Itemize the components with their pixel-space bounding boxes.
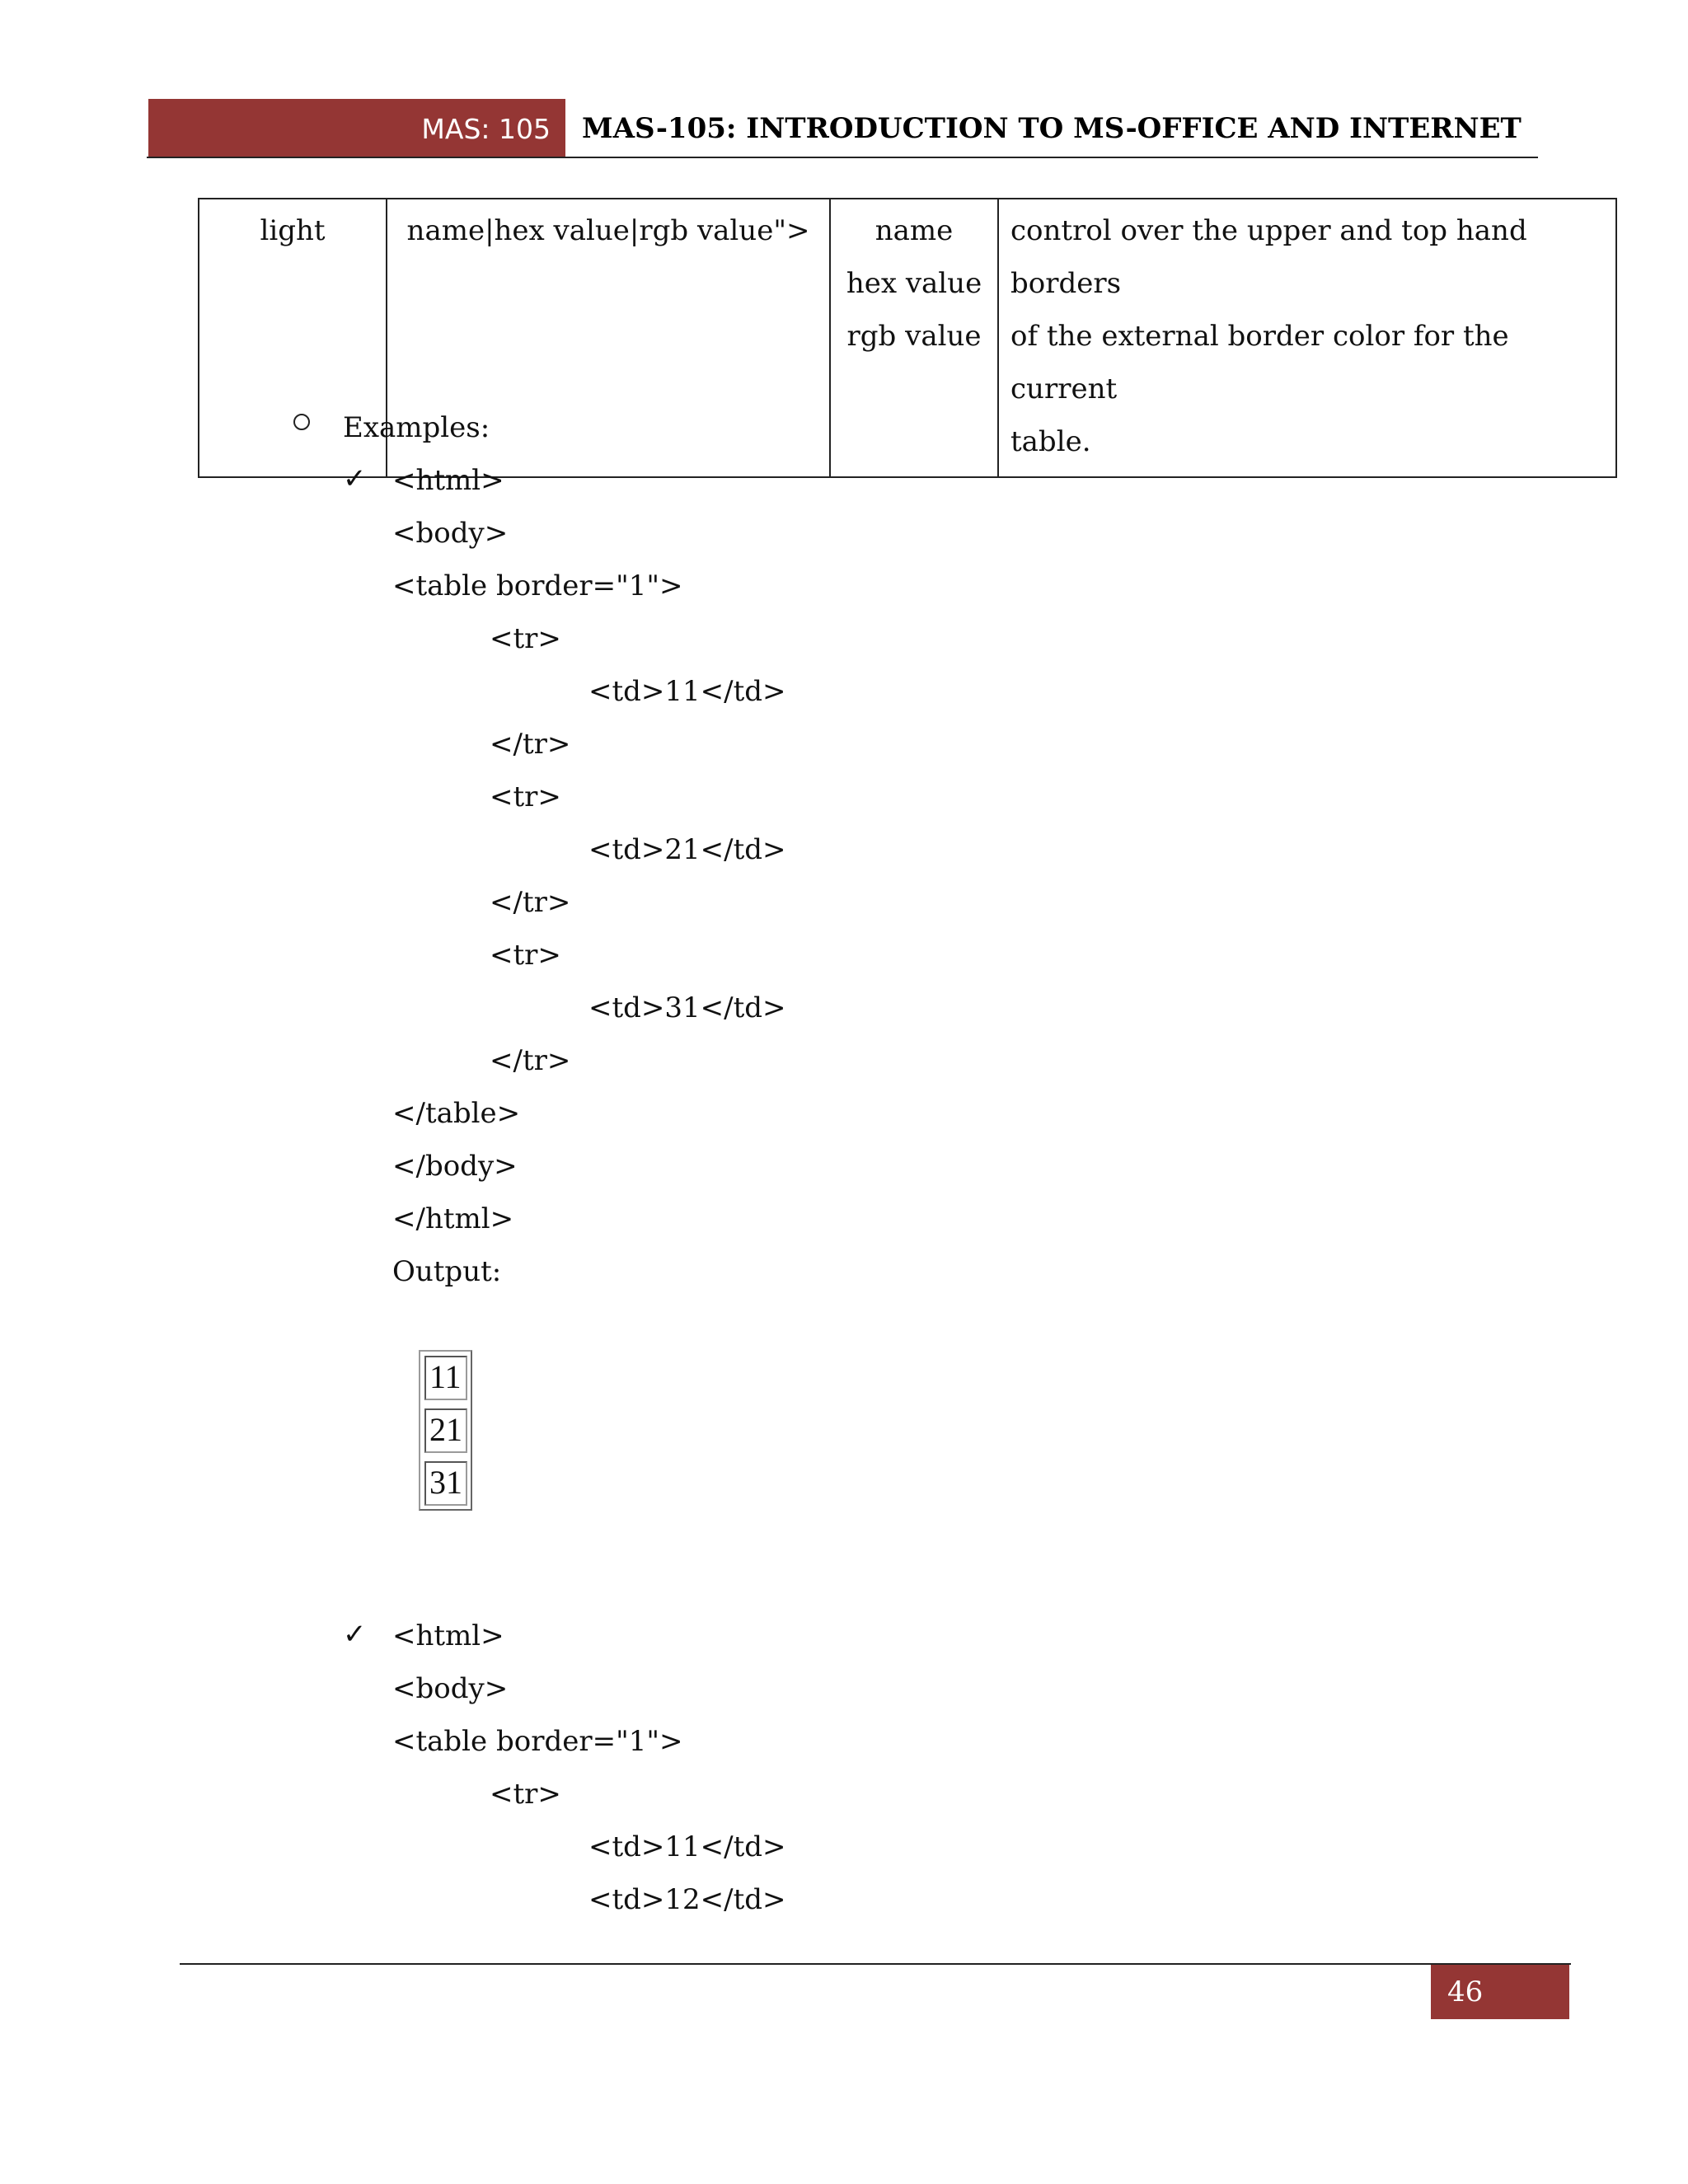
examples-heading: Examples: — [343, 411, 490, 444]
attribute-syntax: name|hex value|rgb value"> — [406, 214, 810, 247]
course-code: MAS: 105 — [421, 112, 551, 145]
output-table-image — [419, 1350, 472, 1511]
output-cell: 11 — [424, 1356, 467, 1400]
code-line: <tr> — [490, 780, 561, 813]
code-line: </html> — [392, 1202, 514, 1235]
course-code-badge — [148, 99, 565, 158]
footer-divider — [180, 1963, 1571, 1965]
output-label: Output: — [392, 1255, 502, 1288]
circle-bullet-icon — [293, 414, 310, 430]
code-line: <tr> — [490, 1778, 561, 1811]
code-line: </tr> — [490, 886, 571, 919]
output-cell: 21 — [424, 1408, 467, 1453]
code-line: <td>11</td> — [588, 1830, 786, 1863]
code-line: <body> — [392, 1672, 509, 1705]
code-line: <html> — [392, 1619, 504, 1652]
checkmark-icon: ✓ — [343, 462, 367, 495]
code-line: <tr> — [490, 939, 561, 972]
description-line: of the external border color for the current — [1010, 320, 1509, 405]
value-name: name — [874, 214, 954, 247]
code-line: <td>12</td> — [588, 1883, 786, 1916]
code-line: <body> — [392, 517, 509, 550]
values-cell — [830, 199, 998, 477]
header-divider — [147, 157, 1538, 158]
code-line: </body> — [392, 1150, 518, 1183]
code-line: </tr> — [490, 728, 571, 761]
code-line: <tr> — [490, 622, 561, 655]
code-line: <td>31</td> — [588, 991, 786, 1024]
code-line: <html> — [392, 464, 504, 497]
code-line: <table border="1"> — [392, 569, 683, 602]
description-line: control over the upper and top hand borders — [1010, 214, 1527, 300]
checkmark-icon: ✓ — [343, 1618, 367, 1651]
value-rgb: rgb value — [846, 320, 982, 353]
description-line: table. — [1010, 425, 1091, 458]
code-line: </table> — [392, 1097, 521, 1130]
description-cell — [998, 199, 1616, 477]
page-number: 46 — [1431, 1965, 1569, 2019]
output-cell: 31 — [424, 1461, 467, 1506]
code-line: <table border="1"> — [392, 1725, 683, 1758]
code-line: <td>21</td> — [588, 833, 786, 866]
value-hex: hex value — [846, 267, 982, 300]
attribute-name: light — [260, 214, 326, 247]
code-line: </tr> — [490, 1044, 571, 1077]
course-title: MAS-105: INTRODUCTION TO MS-OFFICE AND INTERNET — [582, 112, 1522, 145]
code-line: <td>11</td> — [588, 675, 786, 708]
